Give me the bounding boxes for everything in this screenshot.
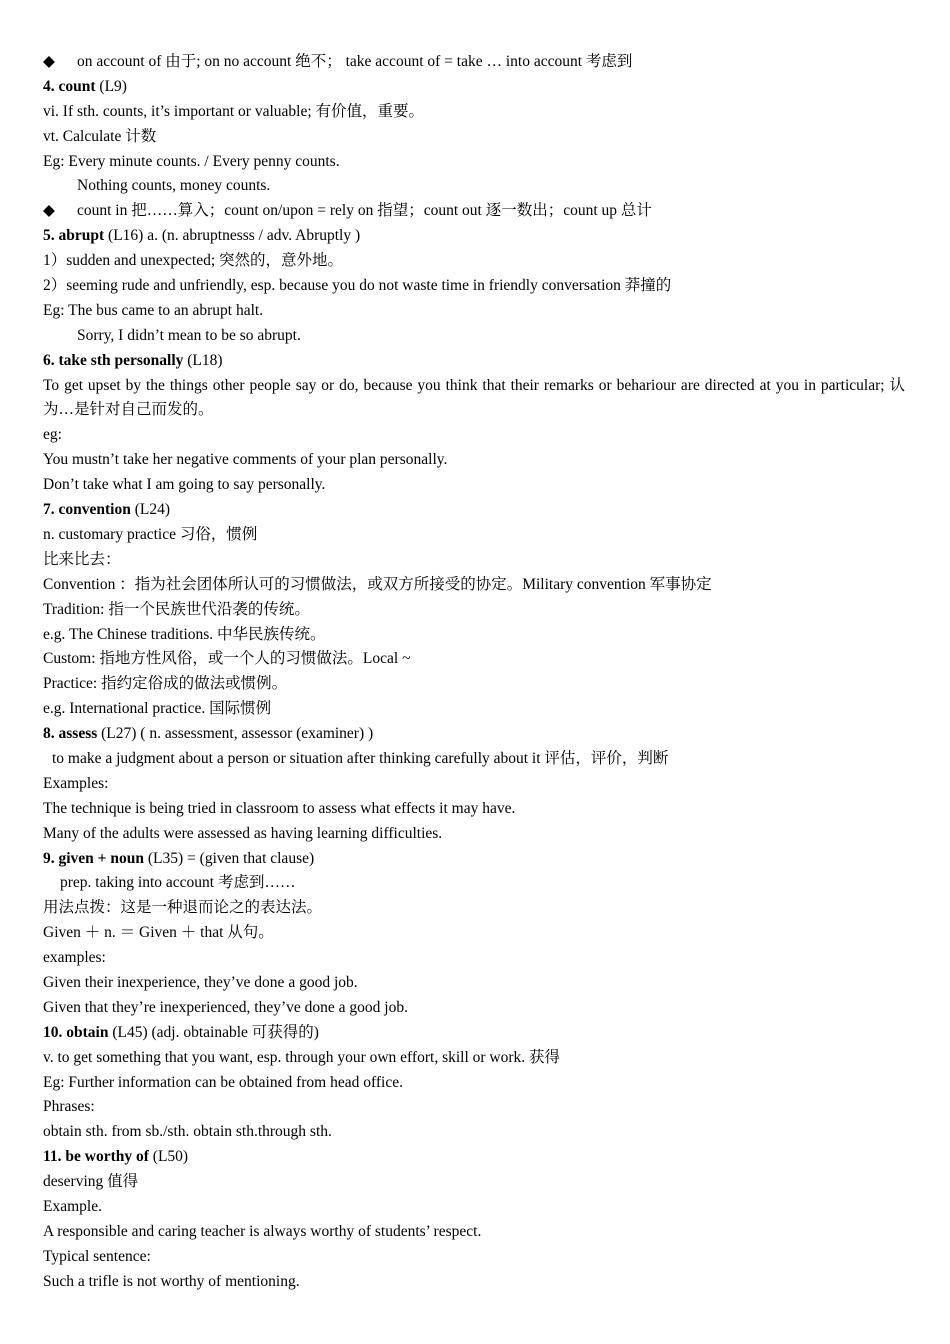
- line-text: Examples:: [43, 774, 109, 792]
- line-text: 2）seeming rude and unfriendly, esp. because you do not waste time in friendly conversation 莽撞的: [43, 277, 672, 295]
- line-text: examples:: [43, 949, 106, 967]
- text-line: [43, 199, 905, 224]
- line-text: (L45) (adj. obtainable 可获得的): [108, 1023, 319, 1041]
- line-text: Example.: [43, 1198, 102, 1215]
- line-text: A responsible and caring teacher is always worthy of students’ respect.: [43, 1222, 482, 1240]
- text-line: [43, 274, 905, 299]
- line-text: obtain sth. from sb./sth. obtain sth.through sth.: [43, 1123, 332, 1141]
- line-text: to make a judgment about a person or situation after thinking carefully about it 评估，评价，判断: [52, 749, 669, 767]
- text-line: [43, 1195, 905, 1220]
- entry-heading: [43, 1021, 905, 1046]
- line-text: Given ＋ n. ＝ Given ＋ that 从句。: [43, 924, 274, 942]
- line-text: 1）sudden and unexpected; 突然的，意外地。: [43, 252, 344, 270]
- line-text: The technique is being tried in classroom to assess what effects it may have.: [43, 799, 516, 817]
- line-text: deserving 值得: [43, 1173, 139, 1191]
- line-text: vi. If sth. counts, it’s important or valuable; 有价值，重要。: [43, 102, 424, 120]
- text-line: [43, 896, 905, 921]
- line-text: Given their inexperience, they’ve done a good job.: [43, 973, 358, 991]
- text-line: [43, 871, 905, 896]
- line-text: Nothing counts, money counts.: [77, 177, 271, 195]
- line-text: n. customary practice 习俗，惯例: [43, 525, 258, 543]
- text-line: [43, 697, 905, 722]
- text-line: [43, 822, 905, 847]
- entry-term: 8. assess: [43, 725, 98, 743]
- text-line: [43, 523, 905, 548]
- bullet-icon: ◆: [43, 53, 55, 70]
- line-text: Eg: Every minute counts. / Every penny counts.: [43, 152, 340, 170]
- entry-heading: [43, 349, 905, 374]
- text-line: [43, 971, 905, 996]
- line-text: Given that they’re inexperienced, they’ve done a good job.: [43, 998, 408, 1016]
- text-line: [43, 1220, 905, 1245]
- text-line: [43, 100, 905, 125]
- line-text: Phrases:: [43, 1098, 95, 1116]
- entry-heading: [43, 1145, 905, 1170]
- text-line: [43, 1270, 905, 1295]
- line-text: v. to get something that you want, esp. through your own effort, skill or work. 获得: [43, 1048, 561, 1066]
- line-text: e.g. International practice. 国际惯例: [43, 700, 272, 718]
- line-text: (L16) a. (n. abruptnesss / adv. Abruptly ): [104, 227, 361, 245]
- text-line: [43, 374, 905, 424]
- entry-heading: [43, 75, 905, 100]
- line-text: Tradition: 指一个民族世代沿袭的传统。: [43, 600, 310, 618]
- text-line: [43, 672, 905, 697]
- line-text: You mustn’t take her negative comments of your plan personally.: [43, 451, 448, 469]
- text-line: [43, 573, 905, 598]
- line-text: Sorry, I didn’t mean to be so abrupt.: [77, 326, 301, 344]
- document-page: [43, 50, 905, 1295]
- line-text: Custom: 指地方性风俗，或一个人的习惯做法。Local ~: [43, 650, 411, 668]
- line-text: (L50): [148, 1148, 189, 1166]
- text-line: [43, 623, 905, 648]
- text-line: [43, 324, 905, 349]
- entry-term: 4. count: [43, 77, 96, 95]
- line-text: Practice: 指约定俗成的做法或惯例。: [43, 675, 288, 693]
- text-line: [43, 448, 905, 473]
- text-line: [43, 747, 905, 772]
- entry-term: 6. take sth personally: [43, 351, 184, 369]
- line-text: Don’t take what I am going to say personally.: [43, 476, 326, 494]
- entry-heading: [43, 224, 905, 249]
- entry-heading: [43, 498, 905, 523]
- line-text: (L18): [183, 351, 223, 369]
- line-text: Many of the adults were assessed as having learning difficulties.: [43, 824, 443, 842]
- text-line: [43, 1245, 905, 1270]
- text-line: [43, 1120, 905, 1145]
- text-line: [43, 1071, 905, 1096]
- text-line: [43, 1170, 905, 1195]
- text-line: [43, 473, 905, 498]
- line-text: Typical sentence:: [43, 1247, 151, 1265]
- text-line: [43, 946, 905, 971]
- line-text: (L24): [130, 501, 171, 519]
- line-text: (L35) = (given that clause): [144, 849, 315, 867]
- line-text: prep. taking into account 考虑到……: [60, 874, 296, 892]
- text-line: [43, 174, 905, 199]
- line-text: 用法点拨：这是一种退而论之的表达法。: [43, 899, 323, 917]
- text-line: [43, 772, 905, 797]
- text-line: [43, 921, 905, 946]
- line-text: Eg: The bus came to an abrupt halt.: [43, 301, 264, 319]
- entry-heading: [43, 722, 905, 747]
- text-line: [43, 150, 905, 175]
- text-line: [43, 1046, 905, 1071]
- entry-term: 11. be worthy of: [43, 1148, 149, 1166]
- text-line: [43, 1095, 905, 1120]
- text-line: [43, 50, 905, 75]
- text-line: [43, 996, 905, 1021]
- text-line: [43, 598, 905, 623]
- text-line: [43, 647, 905, 672]
- line-text: e.g. The Chinese traditions. 中华民族传统。: [43, 625, 326, 643]
- line-text: Such a trifle is not worthy of mentioning.: [43, 1272, 300, 1290]
- line-text: Convention ：指为社会团体所认可的习惯做法，或双方所接受的协定。Military convention 军事协定: [43, 575, 712, 593]
- entry-term: 7. convention: [43, 501, 131, 519]
- entry-term: 9. given + noun: [43, 849, 144, 867]
- line-text: 比来比去：: [43, 550, 121, 568]
- line-text: on account of 由于; on no account 绝不； take account of = take … into account 考虑到: [77, 53, 633, 70]
- entry-term: 10. obtain: [43, 1023, 109, 1041]
- text-line: [43, 249, 905, 274]
- text-line: [43, 299, 905, 324]
- entry-heading: [43, 847, 905, 872]
- line-text: eg:: [43, 426, 62, 444]
- line-text: To get upset by the things other people say or do, because you think that their remarks or behariour are directed at you in particular; 认为…是针对自己而发的。: [43, 376, 905, 419]
- text-line: [43, 797, 905, 822]
- line-text: vt. Calculate 计数: [43, 127, 157, 145]
- text-line: [43, 125, 905, 150]
- entry-term: 5. abrupt: [43, 227, 105, 245]
- line-text: (L27) ( n. assessment, assessor (examiner) ): [97, 725, 374, 743]
- text-line: [43, 548, 905, 573]
- line-text: (L9): [95, 77, 127, 95]
- line-text: count in 把……算入；count on/upon = rely on 指望；count out 逐一数出；count up 总计: [77, 202, 652, 220]
- line-text: Eg: Further information can be obtained from head office.: [43, 1073, 403, 1091]
- text-line: [43, 423, 905, 448]
- bullet-icon: ◆: [43, 202, 55, 220]
